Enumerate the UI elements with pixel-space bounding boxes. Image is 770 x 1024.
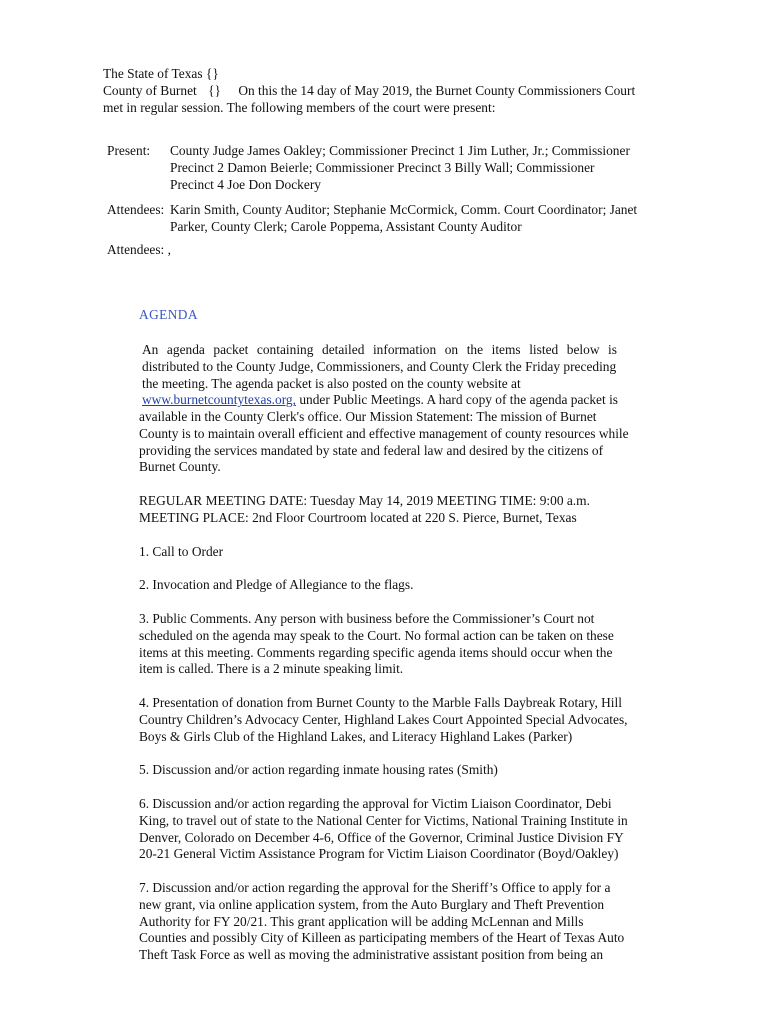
agenda-item-line: King, to travel out of state to the National Center for Victims, National Training Institute in [139,812,628,828]
meeting-info [139,493,590,527]
attendees-list [170,202,637,236]
agenda-item-line: 20-21 General Victim Assistance Program for Victim Liaison Coordinator (Boyd/Oakley) [139,846,619,862]
agenda-item-7 [139,880,624,964]
header-session-text: On this the 14 day of May 2019, the Burnet County Commissioners Court [238,83,636,98]
intro-line: County is to maintain overall efficient and effective management of county resources while [139,425,629,441]
agenda-item-line: Country Children’s Advocacy Center, Highland Lakes Court Appointed Special Advocates, [139,711,628,727]
header-line-3: met in regular session. The following members of the court were present: [103,100,496,115]
agenda-item-line: Denver, Colorado on December 4-6, Office of the Governor, Criminal Justice Division FY [139,829,624,845]
present-list [170,143,630,193]
agenda-item-line: scheduled on the agenda may speak to the Court. No formal action can be taken on these [139,627,614,643]
agenda-item-line: items at this meeting. Comments regarding specific agenda items should occur when the [139,644,613,660]
meeting-date-time: REGULAR MEETING DATE: Tuesday May 14, 2019 MEETING TIME: 9:00 a.m. [139,493,590,508]
header-line-2 [103,83,635,100]
agenda-item-line: 7. Discussion and/or action regarding the approval for the Sheriff’s Office to apply for a [139,880,611,895]
agenda-item-line: item is called. There is a 2 minute speaking limit. [139,661,404,677]
intro-line: the meeting. The agenda packet is also posted on the county website at [142,375,521,391]
county-website-link[interactable]: www.burnetcountytexas.org, [142,392,296,408]
agenda-title: AGENDA [139,307,198,322]
agenda-item-line: 1. Call to Order [139,544,224,559]
agenda-item-line: 6. Discussion and/or action regarding the approval for Victim Liaison Coordinator, Debi [139,796,612,811]
agenda-item-line: 5. Discussion and/or action regarding inmate housing rates (Smith) [139,762,498,777]
present-line: Precinct 4 Joe Don Dockery [170,176,321,192]
intro-line: distributed to the County Judge, Commissioners, and County Clerk the Friday preceding [142,358,617,374]
intro-line-4-rest: under Public Meetings. A hard copy of the agenda packet is [295,392,619,408]
present-line: County Judge James Oakley; Commissioner Precinct 1 Jim Luther, Jr.; Commissioner [170,143,630,158]
intro-line: Burnet County. [139,459,221,475]
agenda-intro-cont [139,409,629,476]
attendees-empty-line: Attendees: , [107,242,171,257]
attendees-label: Attendees: [107,202,165,217]
header-county: County of Burnet [103,83,197,98]
agenda-item-line: 3. Public Comments. Any person with business before the Commissioner’s Court not [139,611,595,626]
agenda-item-6 [139,796,628,863]
agenda-item-3 [139,611,614,678]
agenda-item-line: new grant, via online application system, from the Auto Burglary and Theft Prevention [139,896,605,912]
present-label: Present: [107,143,151,158]
agenda-item-line: Authority for FY 20/21. This grant application will be adding McLennan and Mills [139,913,584,929]
agenda-item-5 [139,762,498,779]
meeting-place: MEETING PLACE: 2nd Floor Courtroom located at 220 S. Pierce, Burnet, Texas [139,509,577,525]
agenda-item-2 [139,577,413,594]
header-line-1: The State of Texas {} [103,66,219,81]
agenda-item-line: Boys & Girls Club of the Highland Lakes, and Literacy Highland Lakes (Parker) [139,728,573,744]
agenda-item-line: 4. Presentation of donation from Burnet County to the Marble Falls Daybreak Rotary, Hill [139,695,622,710]
intro-line: An agenda packet containing detailed information on the items listed below is [142,342,617,357]
present-line: Precinct 2 Damon Beierle; Commissioner Precinct 3 Billy Wall; Commissioner [170,159,595,175]
agenda-item-1 [139,544,223,561]
agenda-item-line: Counties and possibly City of Killeen as participating members of the Heart of Texas Auto [139,930,625,946]
agenda-item-line: 2. Invocation and Pledge of Allegiance to the flags. [139,577,414,592]
agenda-item-line: Theft Task Force as well as moving the administrative assistant position from being an [139,947,604,963]
agenda-intro [142,342,650,409]
attendees-line: Parker, County Clerk; Carole Poppema, Assistant County Auditor [170,218,522,234]
agenda-item-4 [139,695,628,745]
intro-line: available in the County Clerk's office. Our Mission Statement: The mission of Burnet [139,409,597,424]
intro-line [142,392,650,409]
header-braces: {} [208,83,221,98]
intro-line: providing the services mandated by state and federal law and desired by the citizens of [139,442,604,458]
attendees-line: Karin Smith, County Auditor; Stephanie McCormick, Comm. Court Coordinator; Janet [170,202,638,217]
